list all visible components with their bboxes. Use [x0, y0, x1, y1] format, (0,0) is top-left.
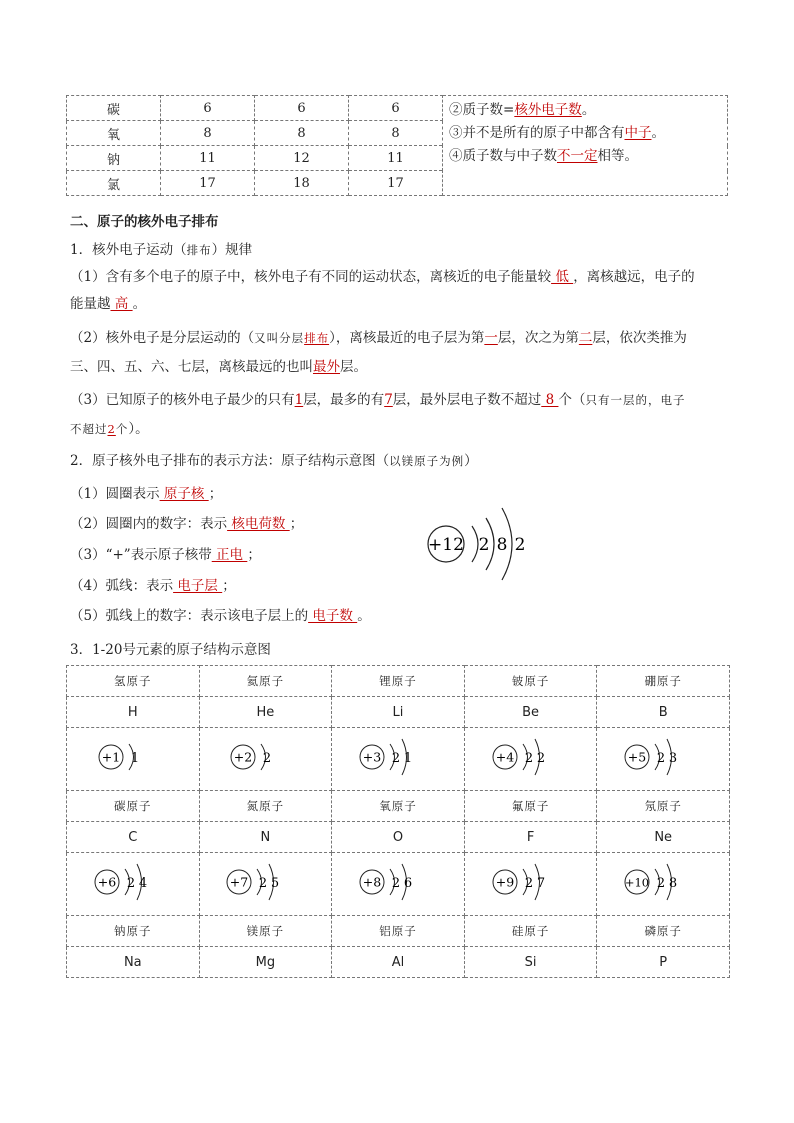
diagram-cell [199, 728, 332, 791]
atom-name: 磷原子 [597, 916, 730, 947]
section-title: 二、原子的核外电子排布 [70, 214, 219, 230]
shell-count: 2 [478, 535, 490, 555]
list-item: （3）“+”表示原子核带 正电 ； [70, 547, 261, 563]
element-name: 氧 [67, 121, 161, 146]
shell-count: 6 [403, 876, 413, 891]
paragraph-2-line-1: （2）核外电子是分层运动的（又叫分层排布），离核最近的电子层为第一层，次之为第二层，依次类推为 [70, 330, 687, 346]
table-row [67, 791, 730, 822]
atom-symbol: O [332, 822, 465, 853]
nucleus-charge: +12 [428, 535, 464, 555]
atom-name: 硼原子 [597, 666, 730, 697]
atom-name: 氢原子 [67, 666, 200, 697]
diagram-cell [597, 728, 730, 791]
atom-symbol: Be [464, 697, 597, 728]
table-row [67, 916, 730, 947]
diagram-cell [597, 853, 730, 916]
atom-diagram [491, 732, 571, 782]
atom-diagram [358, 857, 438, 907]
table-row [67, 853, 730, 916]
atom-name: 镁原子 [199, 916, 332, 947]
shell-count: 2 [259, 876, 268, 891]
atom-symbol: Ne [597, 822, 730, 853]
atom-symbol: Mg [199, 947, 332, 978]
electron-count: 17 [349, 171, 443, 196]
atom-symbol: He [199, 697, 332, 728]
atom-diagram [225, 857, 305, 907]
shell-count: 2 [391, 876, 401, 891]
proton-count: 17 [161, 171, 255, 196]
neutron-count: 12 [255, 146, 349, 171]
diagram-cell [67, 853, 200, 916]
atom-diagram [358, 732, 438, 782]
atom-diagram [93, 857, 173, 907]
atom-symbol: Al [332, 947, 465, 978]
atom-name: 氮原子 [199, 791, 332, 822]
atom-diagram [623, 857, 703, 907]
atom-symbol: N [199, 822, 332, 853]
table-row [67, 947, 730, 978]
nucleus-charge: +8 [362, 874, 382, 890]
proton-count: 6 [161, 96, 255, 121]
shell-count: 2 [524, 876, 533, 891]
atom-diagram [225, 732, 305, 782]
atom-name: 氟原子 [464, 791, 597, 822]
shell-count: 2 [536, 751, 545, 766]
diagram-cell [67, 728, 200, 791]
atom-diagram [491, 857, 571, 907]
atom-name: 硅原子 [464, 916, 597, 947]
atom-symbol: C [67, 822, 200, 853]
electron-count: 8 [349, 121, 443, 146]
nucleus-charge: +2 [234, 749, 253, 765]
subheading-2: 2．原子核外电子排布的表示方法：原子结构示意图（以镁原子为例） [70, 453, 478, 469]
paragraph-2-line-2: 三、四、五、六、七层，离核最远的也叫最外层。 [70, 359, 367, 375]
atom-diagram [93, 732, 173, 782]
atom-name: 氧原子 [332, 791, 465, 822]
shell-count: 3 [669, 751, 678, 766]
nucleus-charge: +1 [101, 749, 121, 765]
subheading-3: 3．1-20号元素的原子结构示意图 [70, 642, 271, 658]
diagram-cell [464, 728, 597, 791]
nucleus-charge: +6 [97, 874, 117, 890]
paragraph-1-line-1: （1）含有多个电子的原子中，核外电子有不同的运动状态，离核近的电子能量较 低 ，离核越远，电子的 [70, 269, 695, 285]
atom-symbol: P [597, 947, 730, 978]
note-line: ③并不是所有的原子中都含有中子。 [449, 125, 665, 141]
atom-symbol: F [464, 822, 597, 853]
element-particle-table [66, 95, 728, 196]
atom-symbol: Si [464, 947, 597, 978]
proton-count: 11 [161, 146, 255, 171]
atom-diagram [623, 732, 703, 782]
atom-name: 氦原子 [199, 666, 332, 697]
note-line: ②质子数=核外电子数。 [449, 102, 596, 118]
shell-count: 2 [263, 751, 272, 766]
shell-count: 8 [496, 535, 508, 555]
atom-name: 碳原子 [67, 791, 200, 822]
shell-count: 2 [126, 876, 135, 891]
list-item: （1）圆圈表示 原子核 ； [70, 486, 223, 502]
atom-name: 钠原子 [67, 916, 200, 947]
proton-count: 8 [161, 121, 255, 146]
nucleus-charge: +9 [495, 874, 514, 890]
shell-arc [472, 526, 478, 562]
element-name: 氯 [67, 171, 161, 196]
atom-symbol: Li [332, 697, 465, 728]
list-item: （4）弧线：表示 电子层 ； [70, 578, 236, 594]
atom-symbol: B [597, 697, 730, 728]
subheading-1: 1．核外电子运动（排布）规律 [70, 242, 253, 258]
neutron-count: 8 [255, 121, 349, 146]
table-row [67, 728, 730, 791]
atom-name: 铝原子 [332, 916, 465, 947]
table-row [67, 822, 730, 853]
table-row [67, 697, 730, 728]
shell-count: 2 [657, 876, 666, 891]
element-name: 碳 [67, 96, 161, 121]
diagram-cell [332, 853, 465, 916]
paragraph-3-line-2: 不超过2个）。 [70, 421, 149, 437]
diagram-cell [464, 853, 597, 916]
notes-cell [443, 96, 728, 196]
table-row [67, 96, 728, 121]
shell-count: 1 [403, 751, 413, 766]
electron-count: 11 [349, 146, 443, 171]
table-row [67, 666, 730, 697]
shell-count: 1 [130, 751, 139, 766]
nucleus-charge: +7 [230, 874, 249, 890]
paragraph-3-line-1: （3）已知原子的核外电子最少的只有1层，最多的有7层，最外层电子数不超过 8 个（只有一层的，电子 [70, 392, 686, 408]
diagram-cell [199, 853, 332, 916]
nucleus-charge: +4 [495, 749, 514, 765]
atom-structure-table [66, 665, 730, 978]
shell-count: 5 [271, 876, 280, 891]
nucleus-charge: +5 [627, 749, 647, 765]
atom-symbol: Na [67, 947, 200, 978]
atom-name: 锂原子 [332, 666, 465, 697]
shell-count: 2 [657, 751, 666, 766]
paragraph-1-line-2: 能量越 高 。 [70, 296, 147, 312]
shell-count: 2 [391, 751, 401, 766]
shell-count: 4 [138, 876, 147, 891]
atom-name: 氖原子 [597, 791, 730, 822]
shell-count: 2 [514, 535, 526, 555]
neutron-count: 18 [255, 171, 349, 196]
nucleus-charge: +10 [625, 875, 650, 890]
shell-count: 8 [669, 876, 678, 891]
note-line: ④质子数与中子数不一定相等。 [449, 148, 638, 164]
electron-count: 6 [349, 96, 443, 121]
atom-symbol: H [67, 697, 200, 728]
diagram-cell [332, 728, 465, 791]
neutron-count: 6 [255, 96, 349, 121]
list-item: （5）弧线上的数字：表示该电子层上的 电子数 。 [70, 608, 371, 624]
shell-count: 2 [524, 751, 533, 766]
shell-count: 7 [536, 876, 545, 891]
list-item: （2）圆圈内的数字：表示 核电荷数 ； [70, 516, 304, 532]
nucleus-charge: +3 [362, 749, 382, 765]
element-name: 钠 [67, 146, 161, 171]
mg-atom-diagram [422, 502, 532, 586]
atom-name: 铍原子 [464, 666, 597, 697]
